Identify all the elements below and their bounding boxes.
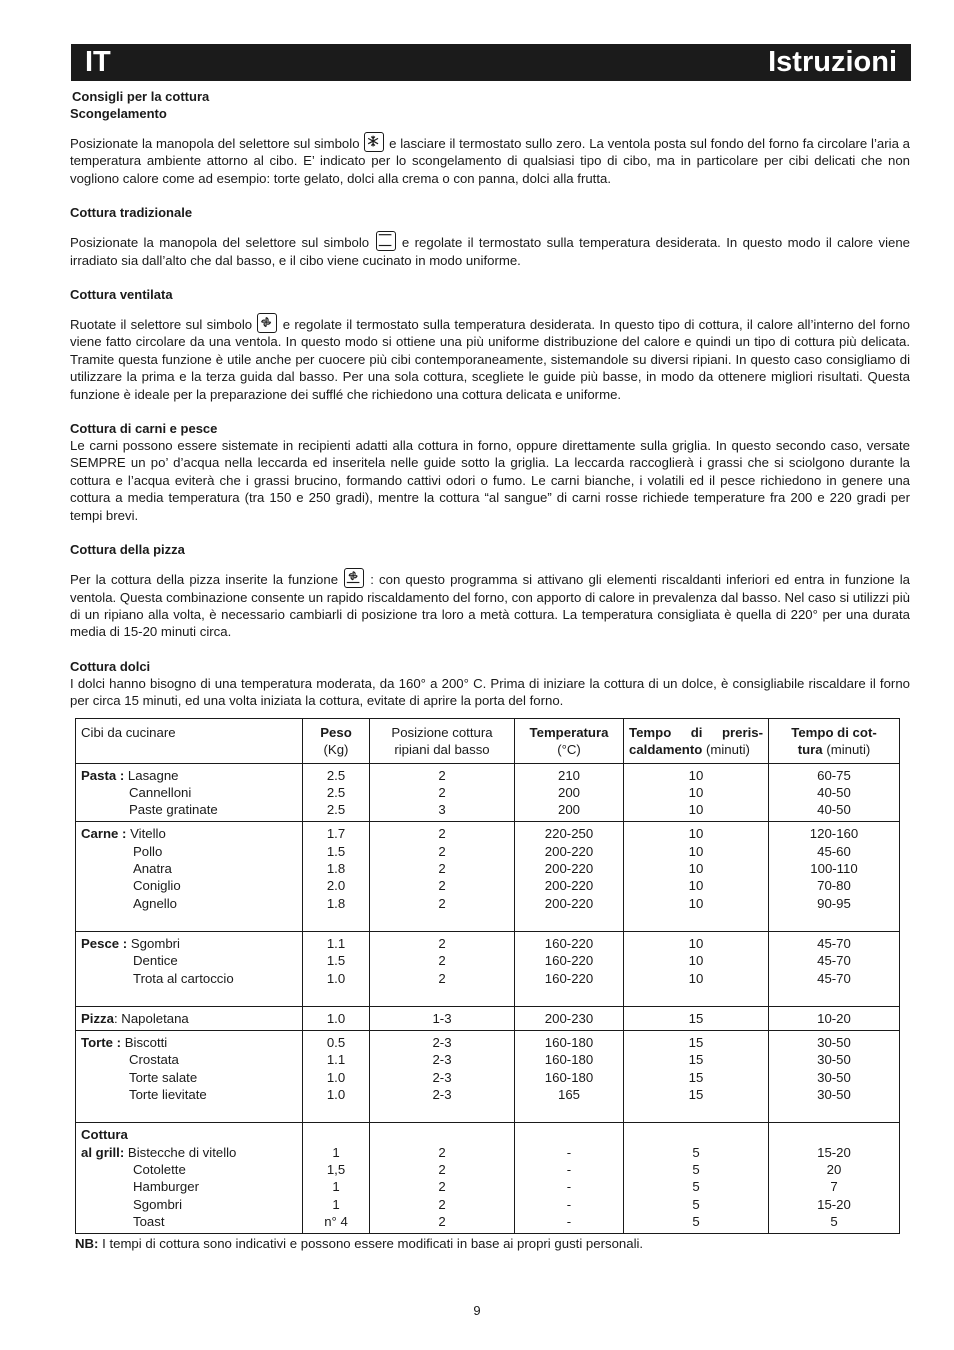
table-cell-name: Torte : Biscotti Crostata Torte salate Torte lievitate — [76, 1031, 303, 1123]
table-header-row — [76, 719, 900, 764]
intro-heading: Consigli per la cottura — [72, 89, 210, 104]
header-preheat: Tempo di preris- caldamento (minuti) — [624, 719, 769, 764]
language-code: IT — [85, 46, 111, 78]
table-cell-time: 30-50 30-50 30-50 30-50 — [769, 1031, 900, 1123]
header-temperature: Temperatura (°C) — [515, 719, 624, 764]
header-weight: Peso (Kg) — [303, 719, 370, 764]
table-cell-weight: 1.7 1.5 1.8 2.0 1.8 — [303, 822, 370, 931]
table-cell-name: Pasta : Lasagne Cannelloni Paste gratinate — [76, 763, 303, 822]
table-row — [76, 1031, 900, 1123]
table-row — [76, 1123, 900, 1234]
table-cell-position: 2-3 2-3 2-3 2-3 — [370, 1031, 515, 1123]
cooking-table — [75, 718, 900, 1234]
conventional-heading: Cottura tradizionale — [70, 205, 193, 221]
table-cell-temp: 160-220 160-220 160-220 — [515, 931, 624, 1006]
page-header — [71, 44, 911, 81]
pizza-fan-icon — [344, 568, 364, 588]
table-cell-weight: 1.0 — [303, 1006, 370, 1030]
defrost-heading: Scongelamento — [70, 106, 167, 121]
table-row — [76, 1006, 900, 1030]
table-cell-weight: 1 1,5 1 1 n° 4 — [303, 1123, 370, 1234]
table-cell-preheat: 10 10 10 — [624, 931, 769, 1006]
header-position: Posizione cottura ripiani dal basso — [370, 719, 515, 764]
table-cell-time: 120-160 45-60 100-110 70-80 90-95 — [769, 822, 900, 931]
page-number: 9 — [473, 1303, 481, 1318]
table-cell-time: 60-75 40-50 40-50 — [769, 763, 900, 822]
table-cell-preheat: 5 5 5 5 5 — [624, 1123, 769, 1234]
table-cell-position: 2 2 2 2 2 — [370, 1123, 515, 1234]
instructions-body — [70, 88, 910, 710]
footnote — [75, 1236, 643, 1251]
conventional-oven-icon — [376, 231, 396, 251]
meat-fish-paragraph: Le carni possono essere sistemate in recipienti adatti alla cottura in forno, oppure direttamente sulla griglia. In questo secondo caso, versate SEMPRE un po’ d’acqua nella leccarda ed inseritela nelle guide sotto la griglia. La leccarda raccoglierà i grassi che si sciolgono durante la cottura e l’acqua eviterà che i grassi brucino, formando cattivi odori o fumo. Le carni bianche, i volatili ed il pesce richiedono in genere una cottura a media temperatura (tra 150 e 250 gradi), mentre la cottura “al sangue” di carni rosse richiede temperature fra 200 e 220 gradi per tempi brevi. — [70, 438, 910, 523]
table-cell-temp: 160-180 160-180 160-180 165 — [515, 1031, 624, 1123]
table-cell-temp: 220-250 200-220 200-220 200-220 200-220 — [515, 822, 624, 931]
fan-oven-icon — [257, 313, 277, 333]
table-cell-preheat: 10 10 10 — [624, 763, 769, 822]
table-cell-position: 2 2 2 — [370, 931, 515, 1006]
fan-heading: Cottura ventilata — [70, 287, 173, 303]
defrost-paragraph: Posizionate la manopola del selettore sul simbolo e lasciare il termostato sullo zero. La ventola posta sul fondo del forno fa circolare l’aria a temperatura ambiente attorno al cibo. E’ indicato per lo scongelamento di qualsiasi tipo di cibo, ma in particolare per cibi delicati che non vogliono calore come ad esempio: torte gelato, dolci alla crema o con panna, dolci alla frutta. — [70, 132, 910, 187]
pizza-paragraph: Per la cottura della pizza inserite la funzione : con questo programma si attivano gli elementi riscaldanti inferiori ed entra in funzione la ventola. Questa combinazione consente un rapido riscaldamento del forno, con apporto di calore in prevalenza dal basso. Nel caso si utilizzi più di un ripiano alla volta, è necessario cambiarli di posizione tra loro a metà cottura. La temperatura consigliata è quella di 220° per una durata media di 15-20 minuti circa. — [70, 568, 910, 641]
footnote-text: I tempi di cottura sono indicativi e possono essere modificati in base ai propri gusti personali. — [102, 1236, 644, 1251]
table-cell-weight: 2.5 2.5 2.5 — [303, 763, 370, 822]
defrost-snowflake-icon — [364, 132, 384, 152]
table-row — [76, 822, 900, 931]
table-cell-preheat: 15 — [624, 1006, 769, 1030]
table-cell-name: Cottura al grill: Bistecche di vitello Cotolette Hamburger Sgombri Toast — [76, 1123, 303, 1234]
table-cell-temp: 210 200 200 — [515, 763, 624, 822]
footnote-label: NB: — [75, 1236, 99, 1251]
table-row — [76, 763, 900, 822]
table-cell-position: 2 2 2 2 2 — [370, 822, 515, 931]
desserts-paragraph: I dolci hanno bisogno di una temperatura moderata, da 160° a 200° C. Prima di iniziare la cottura di un dolce, è consigliabile riscaldare il forno per circa 15 minuti, ed una volta iniziata la cottura, evitate di aprire la porta del forno. — [70, 675, 910, 709]
table-cell-name: Carne : Vitello Pollo Anatra Coniglio Agnello — [76, 822, 303, 931]
table-cell-position: 2 2 3 — [370, 763, 515, 822]
page-title: Istruzioni — [768, 46, 897, 78]
table-cell-temp: 200-230 — [515, 1006, 624, 1030]
pizza-heading: Cottura della pizza — [70, 542, 185, 558]
table-cell-weight: 0.5 1.1 1.0 1.0 — [303, 1031, 370, 1123]
table-cell-preheat: 10 10 10 10 10 — [624, 822, 769, 931]
meat-fish-heading: Cottura di carni e pesce — [70, 421, 218, 437]
conventional-paragraph: Posizionate la manopola del selettore sul simbolo e regolate il termostato sulla temperatura desiderata. In questo modo il calore viene irradiato sia dall’alto che dal basso, e il cibo viene cucinato in modo uniforme. — [70, 231, 910, 269]
table-cell-time: 15-20 20 7 15-20 5 — [769, 1123, 900, 1234]
desserts-heading: Cottura dolci — [70, 658, 151, 674]
header-food: Cibi da cucinare — [76, 719, 303, 764]
fan-paragraph: Ruotate il selettore sul simbolo e regolate il termostato sulla temperatura desiderata. In questo tipo di cottura, il calore all’interno del forno viene fatto circolare da una ventola. In questo modo si ottiene una più uniforme distribuzione del calore e quindi un tipo di cottura più delicata. Tramite questa funzione è utile anche per cuocere più cibi contemporaneamente, sistemandole su diversi ripiani. In questo caso consigliamo di utilizzare la prima e la terza guida dal basso. Per una sola cottura, scegliete le guide più basse, in modo da ottenere migliori risultati. Questa funzione è ideale per la preparazione dei sufflé che richiedono una cottura delicata e uniforme. — [70, 313, 910, 403]
table-cell-preheat: 15 15 15 15 — [624, 1031, 769, 1123]
table-cell-name: Pizza: Napoletana — [76, 1006, 303, 1030]
table-cell-position: 1-3 — [370, 1006, 515, 1030]
header-cook-time: Tempo di cot- tura (minuti) — [769, 719, 900, 764]
table-cell-name: Pesce : Sgombri Dentice Trota al cartoccio — [76, 931, 303, 1006]
table-cell-time: 45-70 45-70 45-70 — [769, 931, 900, 1006]
table-cell-weight: 1.1 1.5 1.0 — [303, 931, 370, 1006]
table-cell-temp: - - - - - — [515, 1123, 624, 1234]
table-cell-time: 10-20 — [769, 1006, 900, 1030]
table-row — [76, 931, 900, 1006]
